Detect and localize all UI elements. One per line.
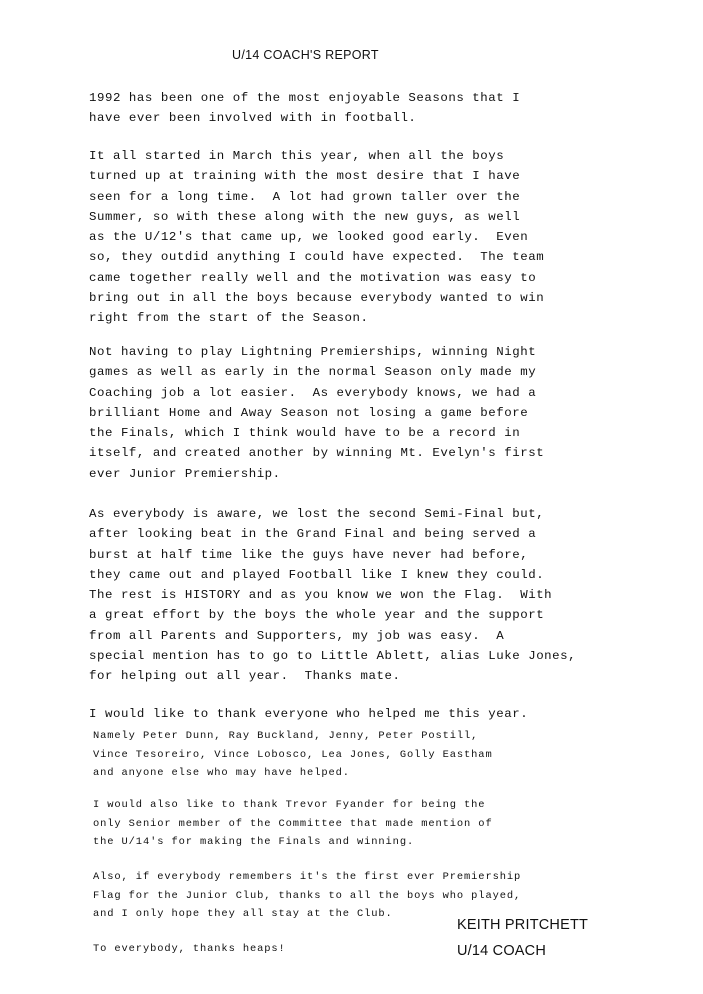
signature-name: KEITH PRITCHETT bbox=[457, 917, 589, 933]
text-line: and I only hope they all stay at the Club. bbox=[93, 908, 393, 920]
text-line: To everybody, thanks heaps! bbox=[93, 943, 286, 955]
text-line: I would also like to thank Trevor Fyander for being the bbox=[93, 799, 486, 811]
paragraph-closing bbox=[93, 940, 286, 959]
paragraph-finals bbox=[89, 504, 576, 687]
text-line: Vince Tesoreiro, Vince Lobosco, Lea Jones, Golly Eastham bbox=[93, 748, 493, 761]
text-line: the Finals, which I think would have to be a record in bbox=[89, 426, 521, 441]
text-line: turned up at training with the most desire that I have bbox=[89, 169, 521, 184]
text-line: Summer, so with these along with the new guys, as well bbox=[89, 209, 521, 224]
paragraph-helper-names bbox=[93, 727, 493, 783]
paragraph-junior-club bbox=[93, 868, 521, 924]
text-line: Not having to play Lightning Premierships, winning Night bbox=[89, 345, 537, 359]
signature-role: U/14 COACH bbox=[457, 943, 547, 959]
text-line: Flag for the Junior Club, thanks to all the boys who played, bbox=[93, 889, 522, 902]
text-line: have ever been involved with in football. bbox=[89, 111, 417, 126]
text-line: burst at half time like the guys have never had before, bbox=[89, 547, 529, 562]
text-line: games as well as early in the normal Season only made my bbox=[89, 365, 537, 380]
text-line: Coaching job a lot easier. As everybody knows, we had a bbox=[89, 385, 537, 400]
text-line: The rest is HISTORY and as you know we won the Flag. With bbox=[89, 588, 553, 603]
text-line: bring out in all the boys because everybody wanted to win bbox=[89, 291, 545, 306]
paragraph-committee-thanks bbox=[93, 796, 493, 852]
text-line: after looking beat in the Grand Final and being served a bbox=[89, 527, 537, 542]
text-line: itself, and created another by winning Mt. Evelyn's first bbox=[89, 446, 545, 461]
paragraph-intro bbox=[89, 88, 520, 129]
text-line: for helping out all year. Thanks mate. bbox=[89, 669, 401, 684]
text-line: seen for a long time. A lot had grown taller over the bbox=[89, 189, 521, 204]
text-line: a great effort by the boys the whole year and the support bbox=[89, 608, 545, 623]
text-line: they came out and played Football like I knew they could. bbox=[89, 567, 545, 582]
text-line: so, they outdid anything I could have expected. The team bbox=[89, 250, 545, 265]
text-line: special mention has to go to Little Ablett, alias Luke Jones, bbox=[89, 649, 577, 664]
text-line: Also, if everybody remembers it's the first ever Premiership bbox=[93, 871, 522, 883]
text-line: As everybody is aware, we lost the second Semi-Final but, bbox=[89, 507, 545, 521]
text-line: and anyone else who may have helped. bbox=[93, 767, 350, 779]
text-line: right from the start of the Season. bbox=[89, 311, 369, 326]
text-line: from all Parents and Supporters, my job was easy. A bbox=[89, 628, 505, 643]
text-line: 1992 has been one of the most enjoyable Seasons that I bbox=[89, 91, 521, 105]
text-line: ever Junior Premiership. bbox=[89, 466, 281, 481]
text-line: Namely Peter Dunn, Ray Buckland, Jenny, Peter Postill, bbox=[93, 730, 479, 742]
text-line: I would like to thank everyone who helped me this year. bbox=[89, 707, 529, 721]
paragraph-season-start bbox=[89, 146, 544, 329]
paragraph-thanks-intro bbox=[89, 704, 528, 724]
paragraph-home-away bbox=[89, 342, 544, 484]
text-line: the U/14's for making the Finals and winning. bbox=[93, 836, 415, 848]
text-line: brilliant Home and Away Season not losing a game before bbox=[89, 405, 529, 420]
text-line: only Senior member of the Committee that made mention of bbox=[93, 817, 493, 830]
page-title: U/14 COACH'S REPORT bbox=[232, 48, 379, 62]
text-line: came together really well and the motivation was easy to bbox=[89, 270, 537, 285]
text-line: as the U/12's that came up, we looked good early. Even bbox=[89, 230, 529, 245]
text-line: It all started in March this year, when all the boys bbox=[89, 149, 505, 163]
